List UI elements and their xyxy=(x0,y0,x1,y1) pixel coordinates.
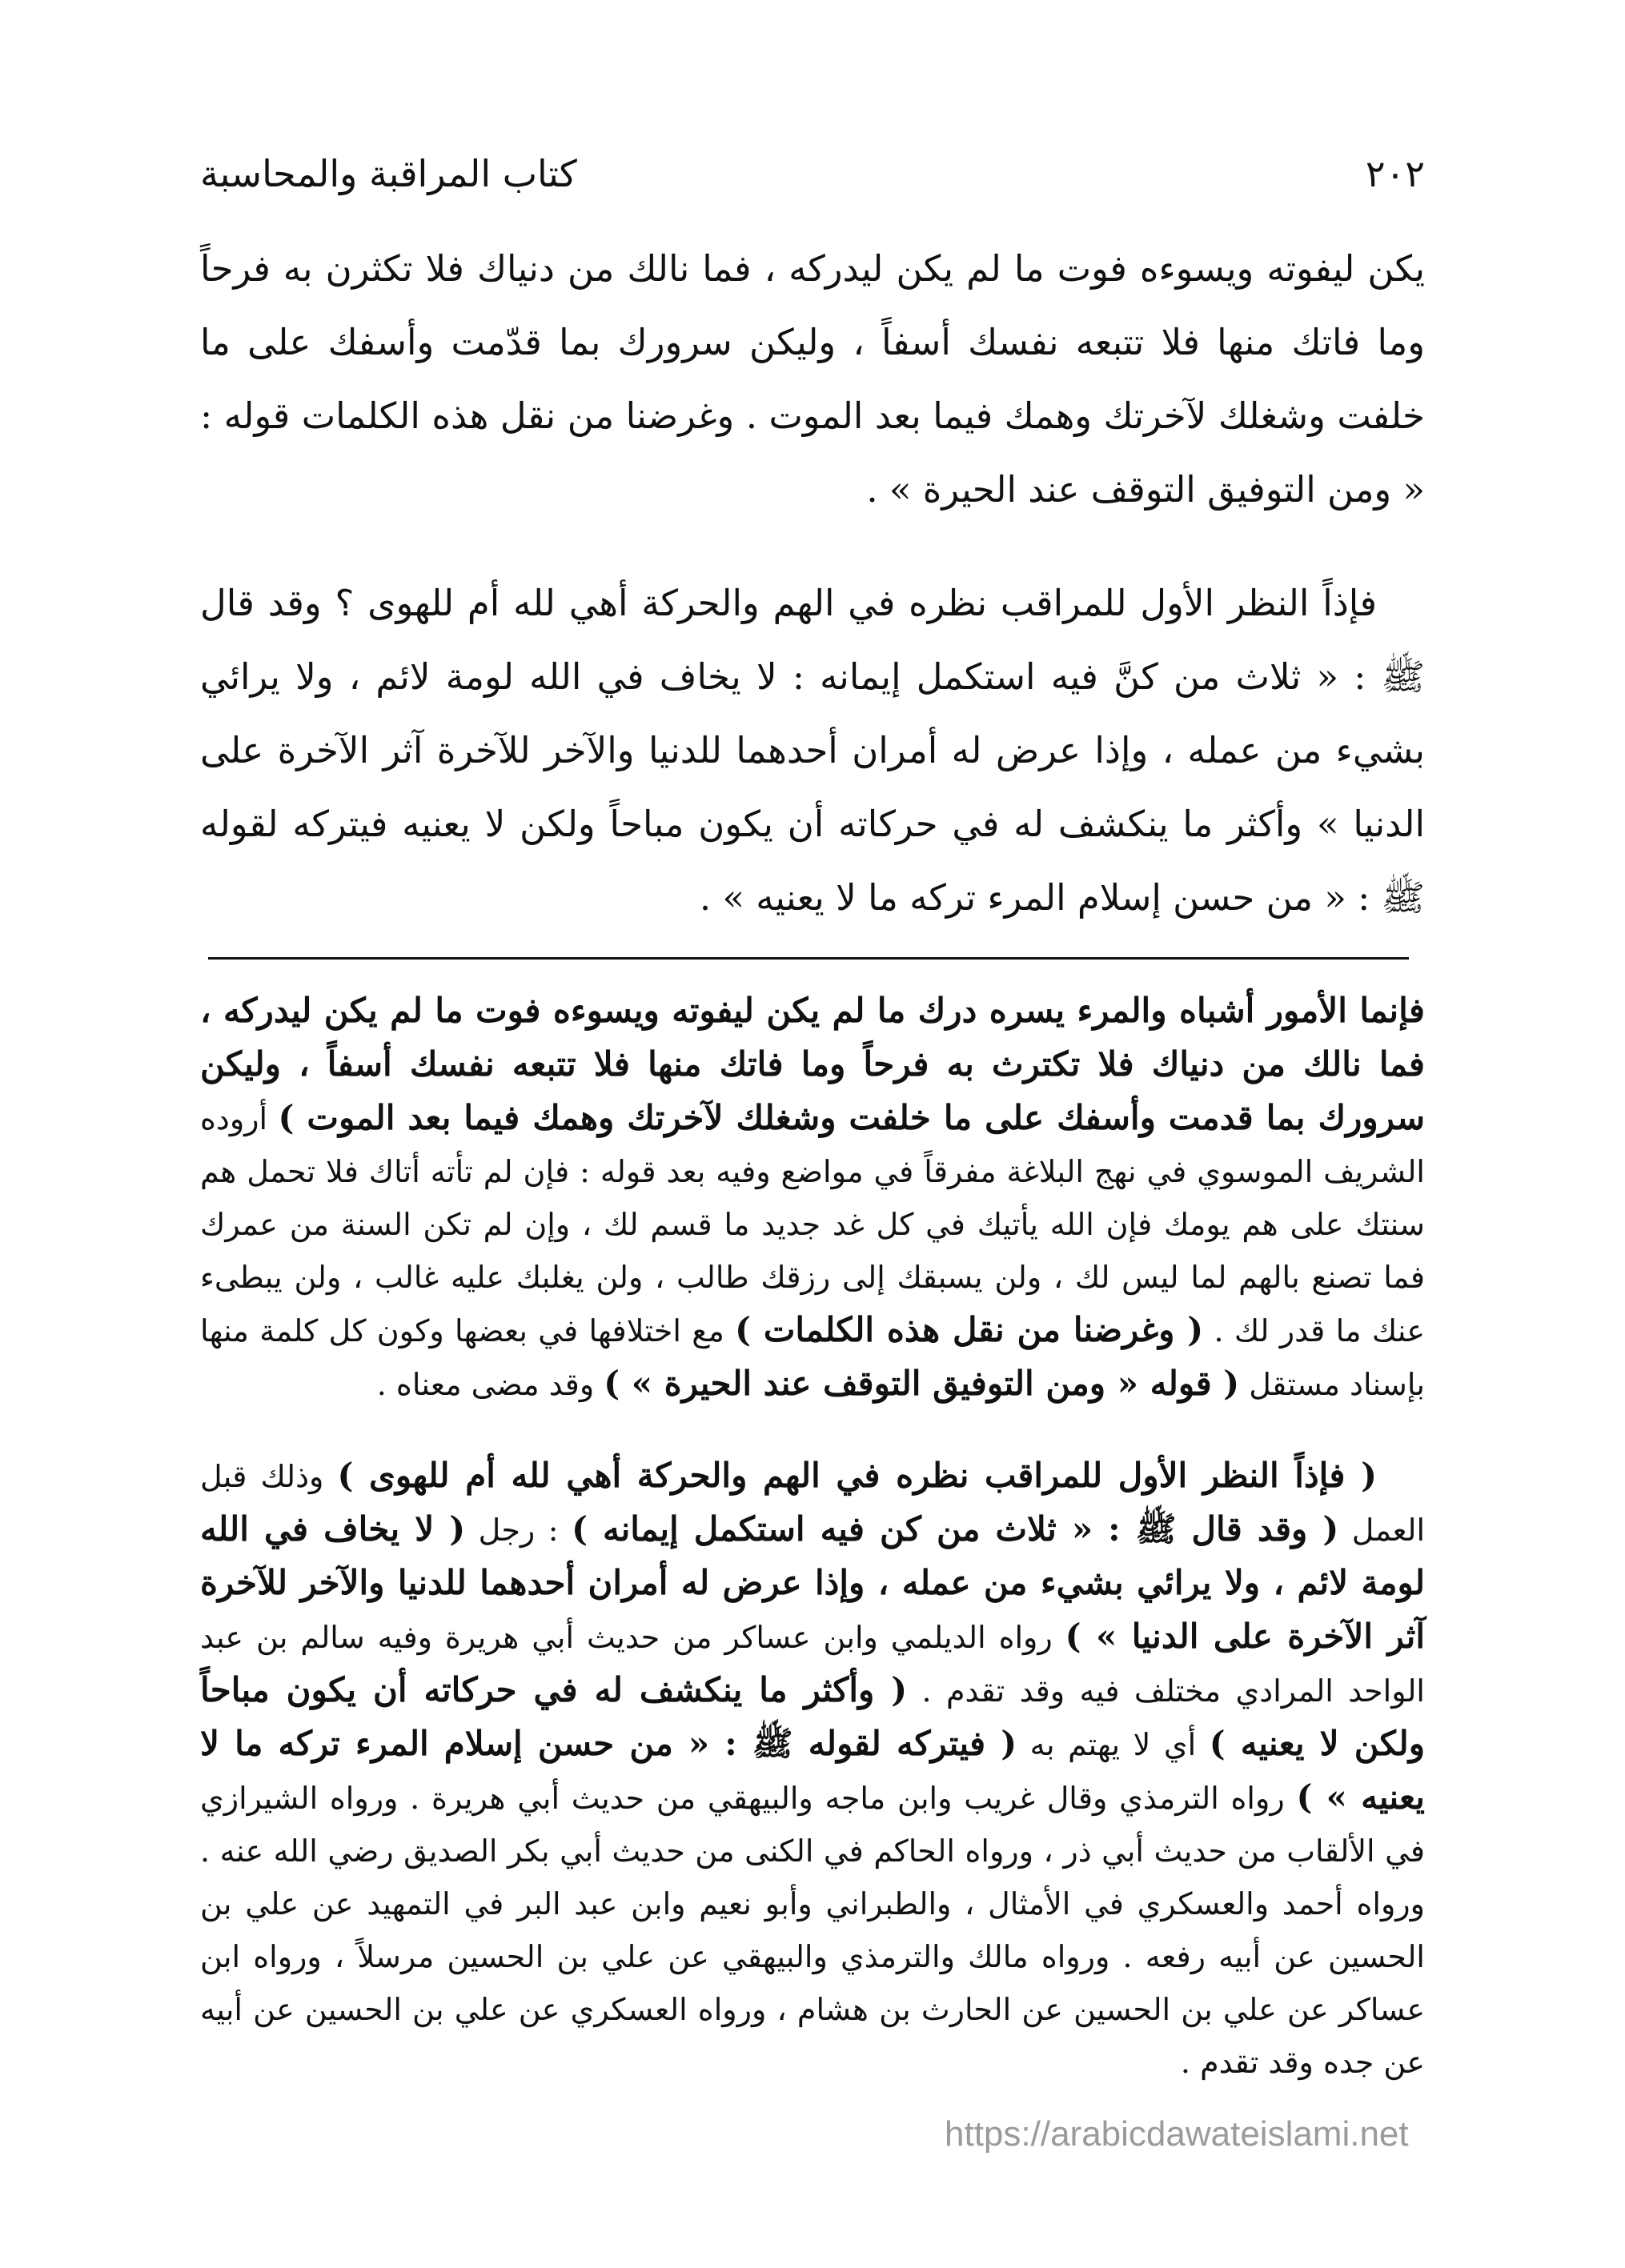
commentary-quote: ( قوله « ومن التوفيق التوقف عند الحيرة » ) xyxy=(604,1364,1240,1403)
commentary-text: رواه الترمذي وقال غريب وابن ماجه والبيهقي من حديث أبي هريرة . ورواه الشيرازي في الألقاب من حديث أبي ذر ، ورواه الحاكم في الكنى من حديث أبي بكر الصديق رضي الله عنه . ورواه أحمد والعسكري في الأمثال ، والطبراني وأبو نعيم وابن عبد البر في التمهيد عن علي بن الحسين عن أبيه رفعه . ورواه مالك والترمذي والبيهقي عن علي بن الحسين مرسلاً ، ورواه ابن عساكر عن علي بن الحسين عن الحارث بن هشام ، ورواه العسكري عن علي بن الحسين عن أبيه عن جده وقد تقدم . xyxy=(200,1781,1425,2080)
commentary-paragraph-2 xyxy=(200,1449,1425,2089)
footnote-divider xyxy=(208,957,1409,960)
commentary-text: : رجل xyxy=(465,1513,572,1548)
commentary xyxy=(200,984,1425,2127)
commentary-text: وقد مضى معناه . xyxy=(376,1367,604,1402)
source-watermark: https://arabicdawateislami.net xyxy=(945,2114,1409,2154)
page-header xyxy=(200,144,1425,208)
main-text xyxy=(200,232,1425,975)
commentary-quote: ( لا يخاف في الله لومة لائم ، ولا يرائي بشيء من عمله ، وإذا عرض له أمران أحدهما للدنيا والآخر للآخرة آثر الآخرة على الدنيا » ) xyxy=(200,1509,1425,1656)
commentary-paragraph-1 xyxy=(200,984,1425,1411)
commentary-text: أروده الشريف الموسوي في نهج البلاغة مفرقاً في مواضع وفيه بعد قوله : فإن لم تأته أتاك فلا تحمل هم سنتك على هم يومك فإن الله يأتيك في كل غد جديد ما قسم لك ، وإن لم تكن السنة من عمرك فما تصنع بالهم لما ليس لك ، ولن يسبقك إلى رزقك طالب ، ولن يغلبك عليه غالب ، ولن يبطىء عنك ما قدر لك . xyxy=(200,1101,1425,1348)
commentary-text: أي لا يهتم به xyxy=(1017,1727,1210,1762)
main-paragraph-1: يكن ليفوته ويسوءه فوت ما لم يكن ليدركه ، فما نالك من دنياك فلا تكثرن به فرحاً وما فاتك منها فلا تتبعه نفسك أسفاً ، وليكن سرورك بما قدّمت وأسفك على ما خلفت وشغلك لآخرتك وهمك فيما بعد الموت . وغرضنا من نقل هذه الكلمات قوله : « ومن التوفيق التوقف عند الحيرة » . xyxy=(200,247,1425,511)
commentary-text: رواه الديلمي وابن عساكر من حديث أبي هريرة وفيه سالم بن عبد الواحد المرادي مختلف فيه وقد تقدم . xyxy=(200,1620,1425,1709)
commentary-quote: ( وغرضنا من نقل هذه الكلمات ) xyxy=(735,1310,1204,1349)
commentary-quote: ( فإذاً النظر الأول للمراقب نظره في الهم والحركة أهي لله أم للهوى ) xyxy=(337,1456,1377,1495)
commentary-text: مع اختلافها في بعضها وكون كل كلمة منها بإسناد مستقل xyxy=(200,1313,1425,1402)
commentary-quote: فإنما الأمور أشباه والمرء يسره درك ما لم يكن ليفوته ويسوءه فوت ما لم يكن ليدركه ، فما نالك من دنياك فلا تكترث به فرحاً وما فاتك منها فلا تتبعه نفسك أسفاً ، وليكن سرورك بما قدمت وأسفك على ما خلفت وشغلك لآخرتك وهمك فيما بعد الموت ) xyxy=(200,991,1426,1137)
commentary-quote: ( فيتركه لقوله ﷺ : « من حسن إسلام المرء تركه ما لا يعنيه » ) xyxy=(200,1724,1425,1817)
commentary-quote: ( وقد قال ﷺ : « ثلاث من كن فيه استكمل إيمانه ) xyxy=(572,1509,1339,1549)
running-title: كتاب المراقبة والمحاسبة xyxy=(200,152,577,195)
page-number: ٢٠٢ xyxy=(1365,152,1425,195)
commentary-quote: ( وأكثر ما ينكشف له في حركاته أن يكون مباحاً ولكن لا يعنيه ) xyxy=(200,1670,1425,1763)
main-paragraph-2: فإذاً النظر الأول للمراقب نظره في الهم والحركة أهي لله أم للهوى ؟ وقد قال ﷺ : « ثلاث من كنَّ فيه استكمل إيمانه : لا يخاف في الله لومة لائم ، ولا يرائي بشيء من عمله ، وإذا عرض له أمران أحدهما للدنيا والآخر للآخرة آثر الآخرة على الدنيا » وأكثر ما ينكشف له في حركاته أن يكون مباحاً ولكن لا يعنيه فيتركه لقوله ﷺ : « من حسن إسلام المرء تركه ما لا يعنيه » . xyxy=(200,582,1425,919)
commentary-text: وذلك قبل العمل xyxy=(200,1459,1426,1548)
